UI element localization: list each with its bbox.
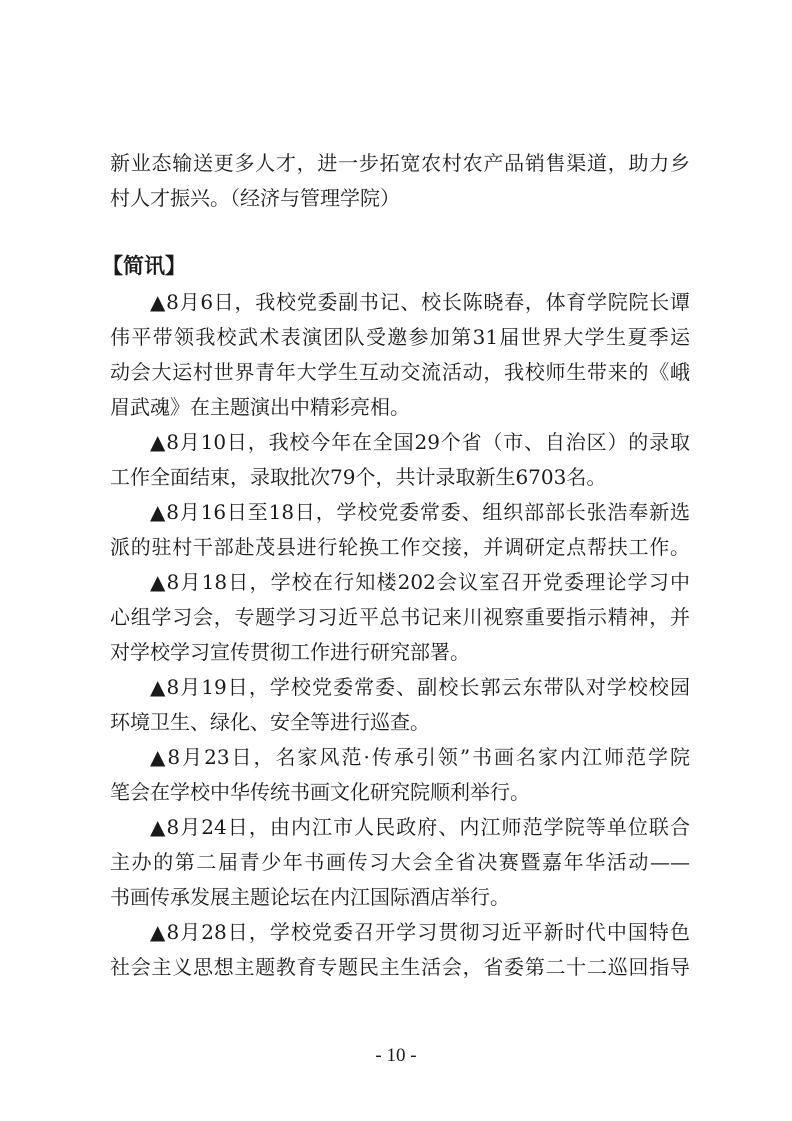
news-7-line-1: ▲8月24日，由内江市人民政府、内江师范学院等单位联合	[150, 815, 690, 839]
news-7-line-2: 主办的第二届青少年书画传习大会全省决赛暨嘉年华活动——	[110, 850, 690, 874]
news-7-line-3: 书画传承发展主题论坛在内江国际酒店举行。	[110, 885, 510, 909]
news-1-line-1: ▲8月6日，我校党委副书记、校长陈晓春，体育学院院长谭	[150, 290, 690, 314]
news-6-line-1: ▲8月23日，名家风范·传承引领”书画名家内江师范学院	[150, 745, 690, 769]
news-4-line-1: ▲8月18日，学校在行知楼202会议室召开党委理论学习中	[150, 570, 690, 594]
intro-line-1: 新业态输送更多人才，进一步拓宽农村农产品销售渠道，助力乡	[110, 151, 690, 175]
news-4-line-3: 对学校学习宣传贯彻工作进行研究部署。	[110, 640, 470, 664]
section-title: 【简讯】	[102, 254, 186, 278]
news-8-line-1: ▲8月28日，学校党委召开学习贯彻习近平新时代中国特色	[150, 920, 690, 944]
news-2-line-1: ▲8月10日，我校今年在全国29个省（市、自治区）的录取	[150, 430, 690, 454]
page-number: - 10 -	[375, 1045, 417, 1066]
news-1-line-2: 伟平带领我校武术表演团队受邀参加第31届世界大学生夏季运	[110, 325, 690, 349]
news-5-line-2: 环境卫生、绿化、安全等进行巡查。	[110, 710, 430, 734]
news-6-line-2: 笔会在学校中华传统书画文化研究院顺利举行。	[110, 780, 530, 804]
intro-line-2: 村人才振兴。（经济与管理学院）	[110, 186, 400, 210]
news-1-line-3: 动会大运村世界青年大学生互动交流活动，我校师生带来的《峨	[110, 360, 690, 384]
news-4-line-2: 心组学习会，专题学习习近平总书记来川视察重要指示精神，并	[110, 605, 690, 629]
news-3-line-1: ▲8月16日至18日，学校党委常委、组织部部长张浩奉新选	[150, 500, 690, 524]
news-3-line-2: 派的驻村干部赴茂县进行轮换工作交接，并调研定点帮扶工作。	[110, 535, 690, 559]
news-1-line-4: 眉武魂》在主题演出中精彩亮相。	[110, 395, 410, 419]
news-8-line-2: 社会主义思想主题教育专题民主生活会，省委第二十二巡回指导	[110, 955, 690, 979]
news-2-line-2: 工作全面结束，录取批次79个，共计录取新生6703名。	[110, 465, 607, 489]
news-5-line-1: ▲8月19日，学校党委常委、副校长郭云东带队对学校校园	[150, 675, 690, 699]
